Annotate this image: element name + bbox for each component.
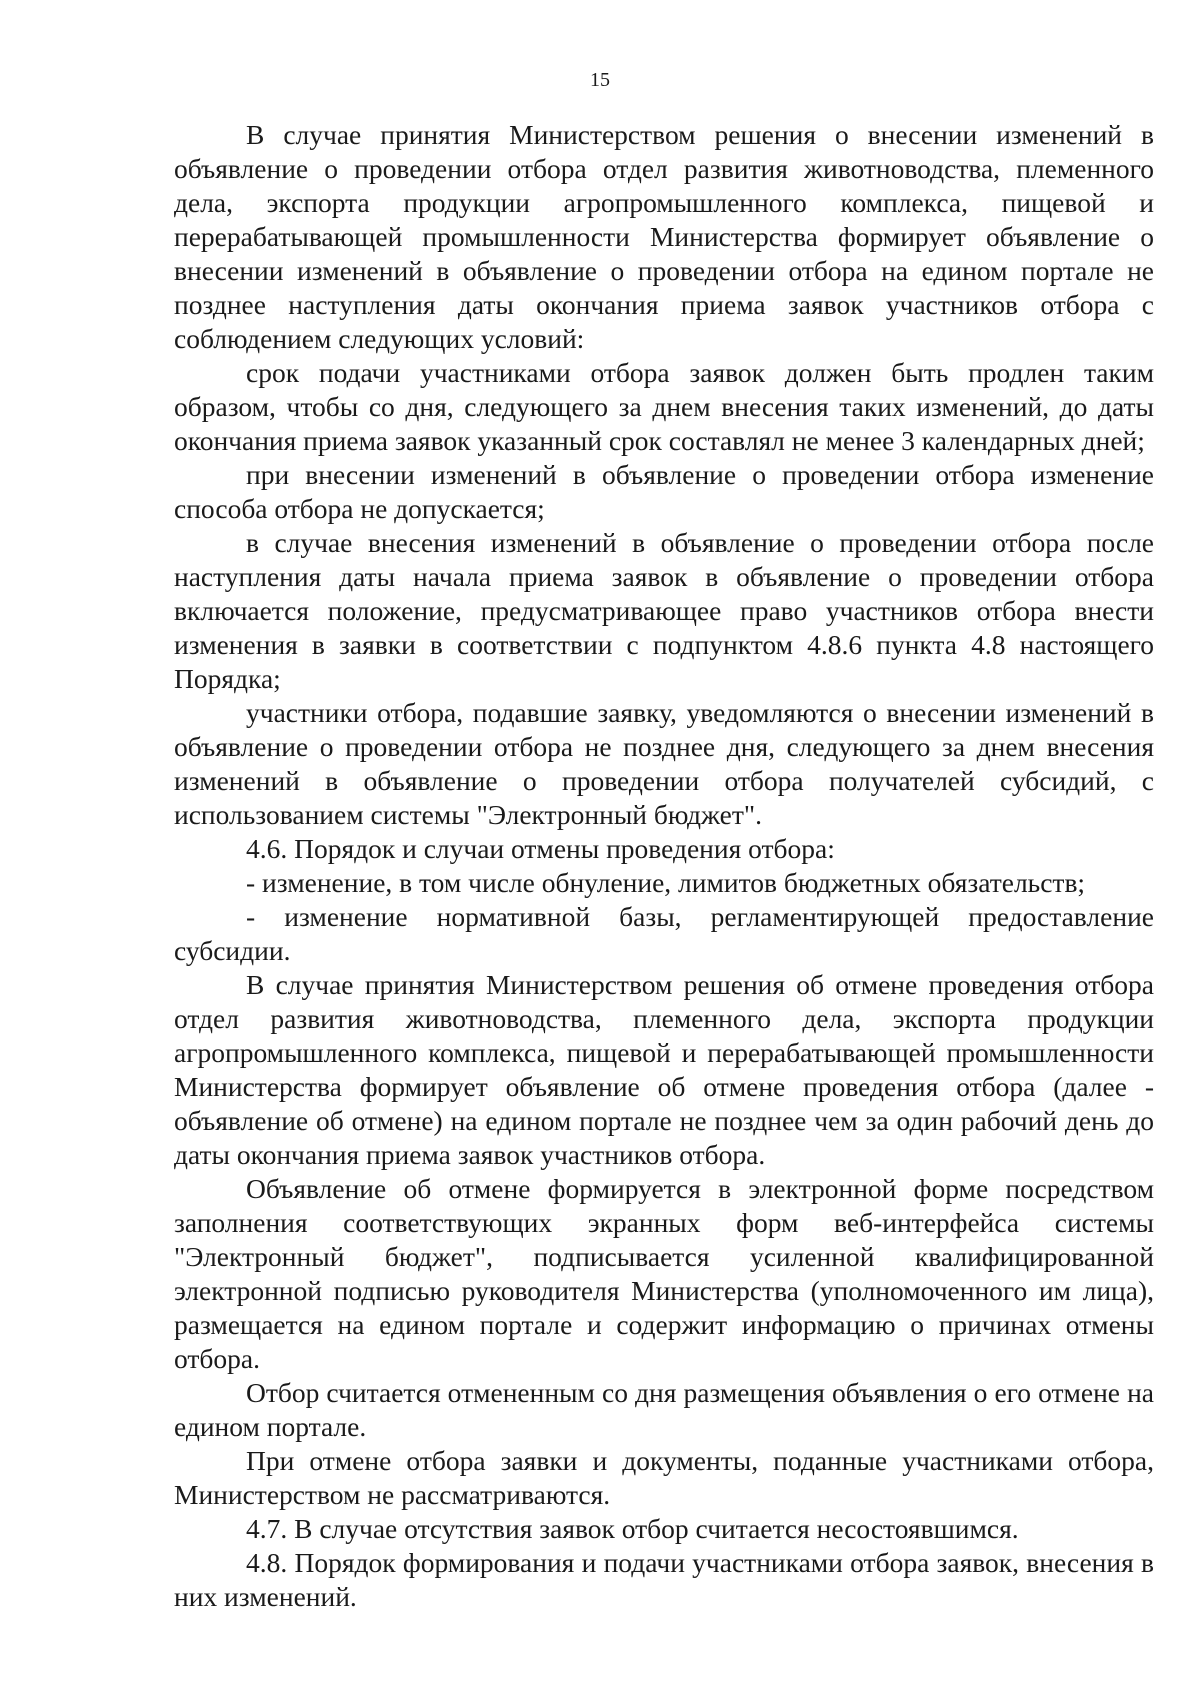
paragraph-list-item-limits: - изменение, в том числе обнуление, лимитов бюджетных обязательств; [246, 867, 1086, 898]
document-body [174, 118, 1154, 1614]
paragraph-applications-not-reviewed: При отмене отбора заявки и документы, поданные участниками отбора, Министерством не рассматриваются. [174, 1445, 1154, 1510]
paragraph-cancellation-form: Объявление об отмене формируется в электронной форме посредством заполнения соответствующих экранных форм веб-интерфейса системы "Электронный бюджет", подписывается усиленной квалифицированной электронной подписью руководителя Министерства (уполномоченного им лица), размещается на едином портале и содержит информацию о причинах отмены отбора. [174, 1173, 1154, 1374]
paragraph-amendment-announcement: В случае принятия Министерством решения о внесении изменений в объявление о проведении отбора отдел развития животноводства, племенного дела, экспорта продукции агропромышленного комплекса, пищевой и перерабатывающей промышленности Министерства формирует объявление о внесении изменений в объявление о проведении отбора на едином портале не позднее наступления даты окончания приема заявок участников отбора с соблюдением следующих условий: [174, 119, 1154, 354]
paragraph-method-unchanged: при внесении изменений в объявление о проведении отбора изменение способа отбора не допускается; [174, 459, 1154, 524]
paragraph-section-4-8: 4.8. Порядок формирования и подачи участниками отбора заявок, внесения в них изменений. [174, 1547, 1154, 1612]
paragraph-cancellation-decision: В случае принятия Министерством решения об отмене проведения отбора отдел развития животноводства, племенного дела, экспорта продукции агропромышленного комплекса, пищевой и перерабатывающей промышленности Министерства формирует объявление об отмене проведения отбора (далее - объявление об отмене) на едином портале не позднее чем за один рабочий день до даты окончания приема заявок участников отбора. [174, 969, 1154, 1170]
paragraph-participant-right: в случае внесения изменений в объявление о проведении отбора после наступления даты начала приема заявок в объявление о проведении отбора включается положение, предусматривающее право участников отбора внести изменения в заявки в соответствии с подпунктом 4.8.6 пункта 4.8 настоящего Порядка; [174, 527, 1154, 694]
page-number: 15 [590, 69, 610, 91]
paragraph-list-item-regulations: - изменение нормативной базы, регламентирующей предоставление субсидии. [174, 901, 1154, 966]
paragraph-cancellation-effective: Отбор считается отмененным со дня размещения объявления о его отмене на едином портале. [174, 1377, 1154, 1442]
paragraph-participant-notification: участники отбора, подавшие заявку, уведомляются о внесении изменений в объявление о проведении отбора не позднее дня, следующего за днем внесения изменений в объявление о проведении отбора получателей субсидий, с использованием системы "Электронный бюджет". [174, 697, 1154, 830]
paragraph-section-4-7: 4.7. В случае отсутствия заявок отбор считается несостоявшимся. [246, 1513, 1019, 1544]
paragraph-section-4-6: 4.6. Порядок и случаи отмены проведения отбора: [246, 833, 835, 864]
paragraph-deadline-extension: срок подачи участниками отбора заявок должен быть продлен таким образом, чтобы со дня, следующего за днем внесения таких изменений, до даты окончания приема заявок указанный срок составлял не менее 3 календарных дней; [174, 357, 1154, 456]
